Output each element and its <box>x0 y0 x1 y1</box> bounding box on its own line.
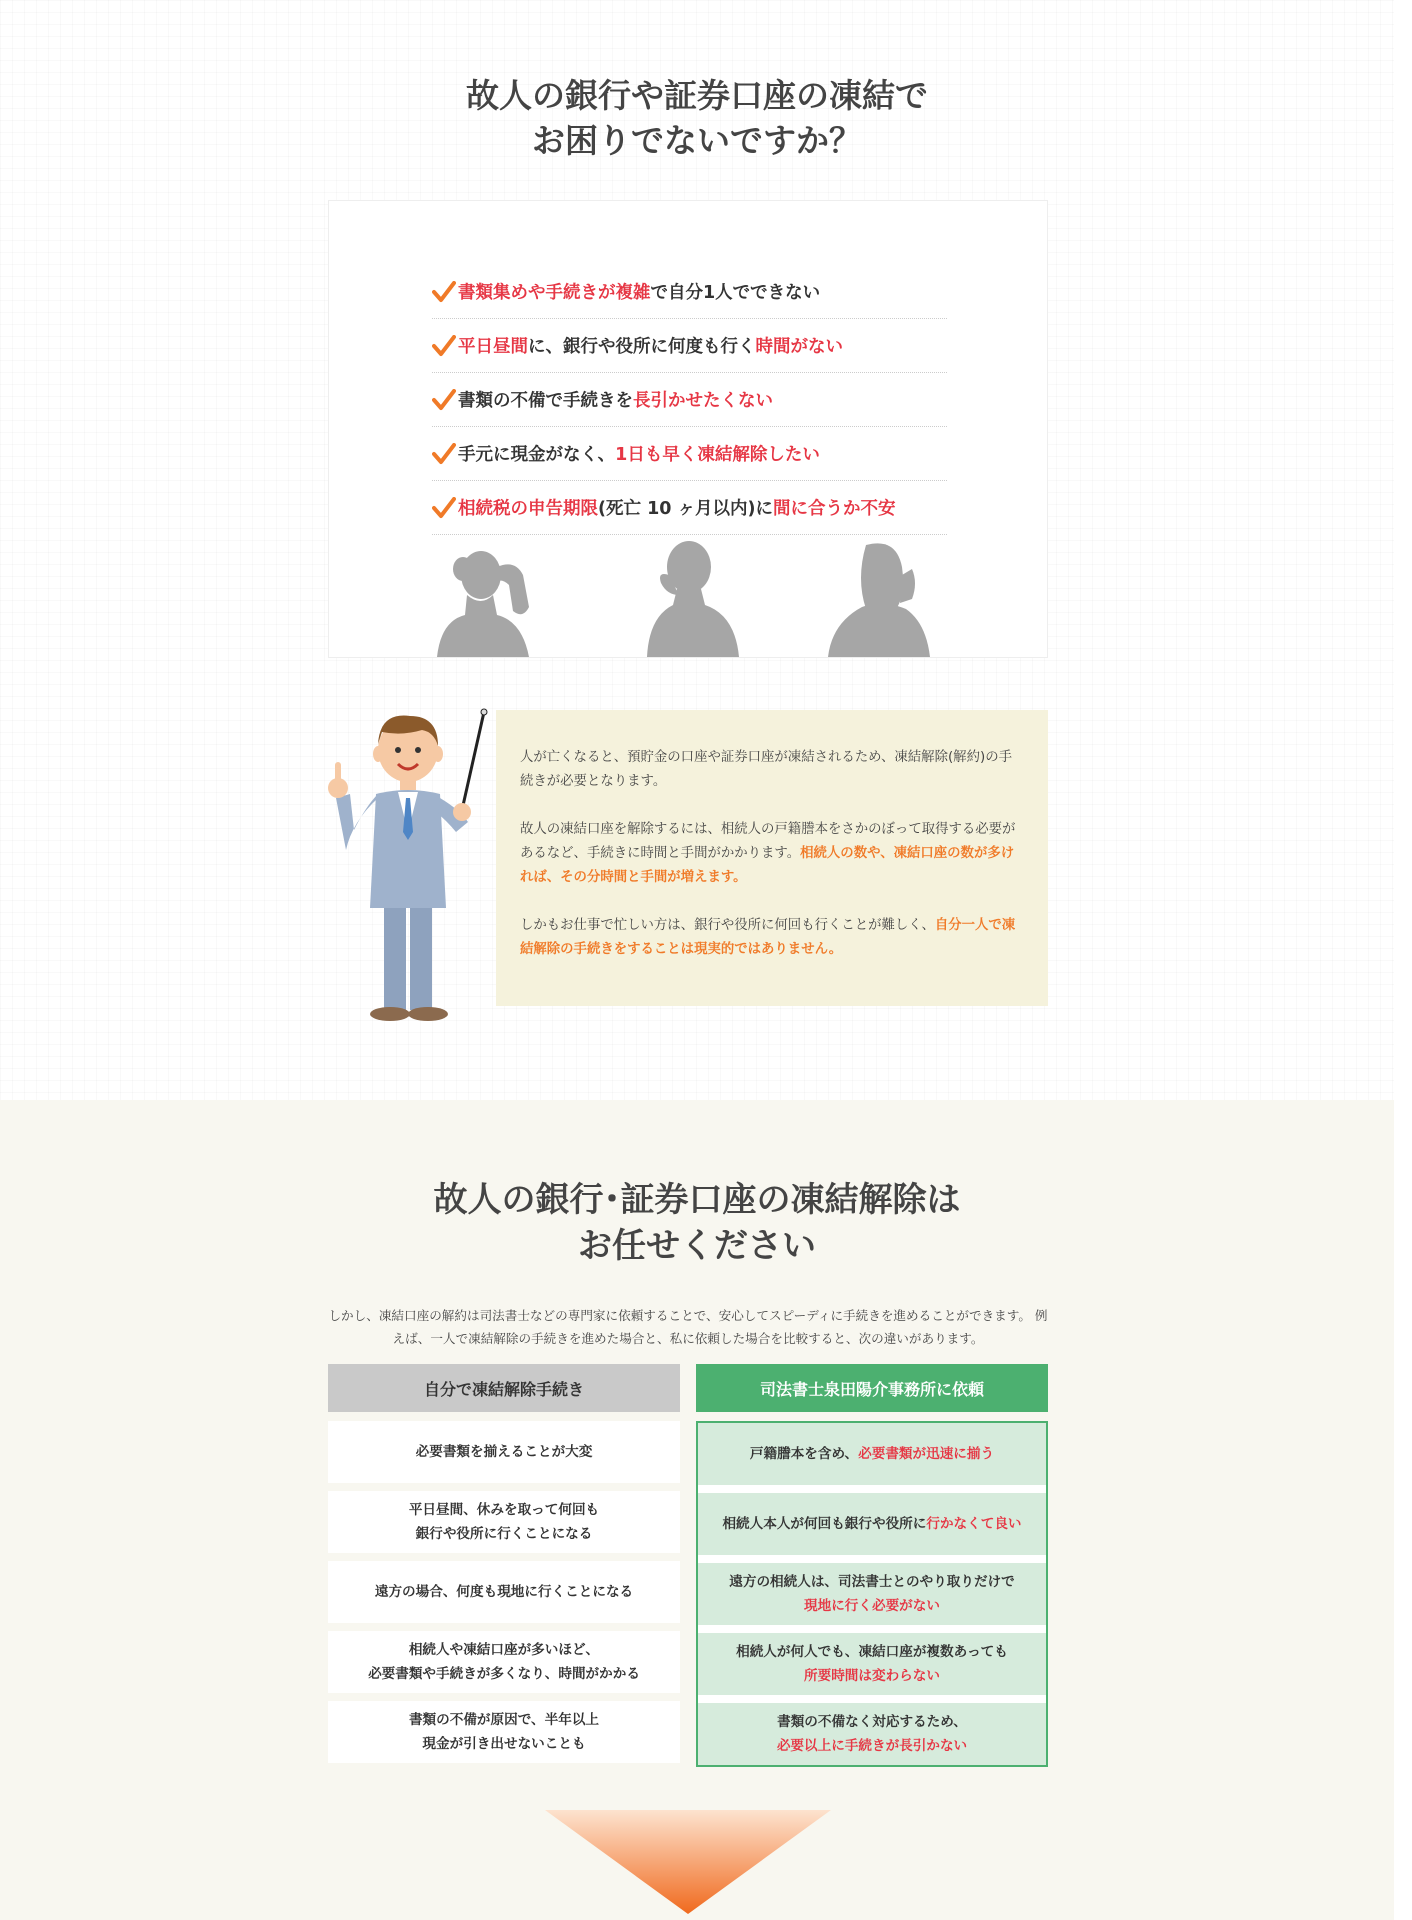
page-right-margin <box>1394 0 1412 1920</box>
self-procedure-column <box>328 1364 680 1771</box>
comparison-item <box>328 1491 680 1553</box>
worry-text <box>458 495 896 520</box>
text-segment: に、銀行や役所に何度も行く <box>528 337 756 357</box>
highlight-text: 必要書類が迅速に揃う <box>858 1446 995 1462</box>
check-icon <box>432 281 456 303</box>
highlight-text: 間に合うか不安 <box>773 499 896 519</box>
comparison-item-line <box>750 1442 994 1466</box>
worry-item <box>432 427 947 481</box>
text-segment: 相続人本人が何回も銀行や役所に <box>722 1516 927 1532</box>
comparison-item <box>698 1703 1046 1765</box>
highlight-text: 現地に行く必要がない <box>804 1598 940 1614</box>
comparison-item <box>328 1561 680 1623</box>
text-segment: 遠方の相続人は、司法書士とのやり取りだけで <box>729 1574 1015 1590</box>
comparison-item-line <box>729 1570 1014 1594</box>
check-icon <box>432 389 456 411</box>
down-arrow-icon <box>545 1810 831 1914</box>
worried-woman-silhouette-icon <box>437 545 547 657</box>
service-title-line-2: お任せください <box>578 1225 816 1266</box>
check-icon <box>432 443 456 465</box>
highlight-text: 行かなくて良い <box>926 1516 1022 1532</box>
worry-item <box>432 373 947 427</box>
comparison-item-line <box>736 1664 1008 1688</box>
explanation-paragraph <box>520 914 1020 962</box>
self-procedure-list <box>328 1421 680 1763</box>
worries-box <box>328 200 1048 658</box>
highlight-text: 長引かせたくない <box>633 391 773 411</box>
worry-text <box>458 333 843 358</box>
text-segment: (死亡 10 ヶ月以内)に <box>598 499 774 519</box>
self-procedure-heading: 自分で凍結解除手続き <box>328 1364 680 1412</box>
text-segment: 相続人や凍結口座が多いほど、 <box>408 1642 600 1658</box>
comparison-item <box>328 1701 680 1763</box>
text-segment: 平日昼間、休みを取って何回も <box>408 1502 600 1518</box>
text-segment: 戸籍謄本を含め、 <box>749 1446 859 1462</box>
comparison-item-line <box>409 1522 599 1546</box>
comparison-item-line <box>722 1512 1021 1536</box>
text-segment: しかもお仕事で忙しい方は、銀行や役所に何回も行くことが難しく、 <box>520 918 935 933</box>
explanation-paragraph <box>520 818 1020 890</box>
comparison-item <box>698 1563 1046 1625</box>
text-segment: 書類の不備が原因で、半年以上 <box>408 1712 600 1728</box>
highlight-text: 所要時間は変わらない <box>804 1668 940 1684</box>
text-segment: 人が亡くなると、預貯金の口座や証券口座が凍結されるため、凍結解除(解約)の手続きが必要となります。 <box>520 750 1012 789</box>
highlight-text: 時間がない <box>755 337 843 357</box>
comparison-item-line <box>368 1638 640 1662</box>
service-title-line-1: 故人の銀行･証券口座の凍結解除は <box>433 1180 961 1220</box>
comparison-item <box>328 1421 680 1483</box>
businessman-pointer-illustration <box>322 702 502 1028</box>
highlight-text: 自分一人で凍結解除の手続きをすることは現実的ではありません。 <box>520 918 1016 957</box>
text-segment: 現金が引き出せないことも <box>422 1736 586 1752</box>
text-segment: 手元に現金がなく、 <box>458 445 616 465</box>
highlight-text: 1日も早く凍結解除したい <box>615 445 820 465</box>
comparison-item-line <box>777 1710 967 1734</box>
comparison-item-line <box>777 1734 967 1758</box>
highlight-text: 平日昼間 <box>458 337 528 357</box>
check-icon <box>432 497 456 519</box>
text-segment: 必要書類を揃えることが大変 <box>415 1444 593 1460</box>
comparison-item <box>698 1423 1046 1485</box>
worry-text <box>458 387 773 412</box>
worries-title <box>0 74 1394 163</box>
worried-man-silhouette-icon <box>639 537 747 657</box>
comparison-item-line <box>368 1662 640 1686</box>
worries-list <box>432 265 947 535</box>
worry-text <box>458 279 820 304</box>
office-request-heading: 司法書士泉田陽介事務所に依頼 <box>696 1364 1048 1412</box>
explanation-box <box>496 710 1048 1006</box>
phone-woman-silhouette-icon <box>826 539 934 657</box>
comparison-item <box>328 1631 680 1693</box>
office-request-list <box>696 1421 1048 1767</box>
highlight-text: 相続税の申告期限 <box>458 499 598 519</box>
comparison-item <box>698 1493 1046 1555</box>
text-segment: 遠方の場合、何度も現地に行くことになる <box>374 1584 634 1600</box>
service-title <box>0 1178 1394 1270</box>
comparison-item-line <box>736 1640 1008 1664</box>
text-segment: 必要書類や手続きが多くなり、時間がかかる <box>368 1666 640 1682</box>
explanation-paragraph <box>520 746 1020 794</box>
comparison-item-line <box>416 1440 593 1464</box>
highlight-text: 相続人の数や、凍結口座の数が多ければ、その分時間と手間が増えます。 <box>520 846 1015 885</box>
comparison-item-line <box>409 1732 599 1756</box>
worries-title-line-1: 故人の銀行や証券口座の凍結で <box>466 76 928 115</box>
worry-text <box>458 441 820 466</box>
text-segment: で自分1人でできない <box>650 283 821 303</box>
worry-item <box>432 319 947 373</box>
text-segment: 書類の不備で手続きを <box>458 391 633 411</box>
worry-item <box>432 481 947 535</box>
worry-item <box>432 265 947 319</box>
highlight-text: 必要以上に手続きが長引かない <box>776 1738 968 1754</box>
comparison-item <box>698 1633 1046 1695</box>
text-segment: 相続人が何人でも、凍結口座が複数あっても <box>736 1644 1008 1660</box>
worries-title-line-2: お困りでないですか？ <box>532 120 862 160</box>
comparison-item-line <box>375 1580 633 1604</box>
text-segment: 銀行や役所に行くことになる <box>415 1526 593 1542</box>
highlight-text: 書類集めや手続きが複雑 <box>458 283 651 303</box>
comparison-item-line <box>409 1498 599 1522</box>
text-segment: 故人の凍結口座を解除するには、相続人の戸籍謄本をさかのぼって取得する必要があるなど、手続きに時間と手間がかかります。 <box>520 822 1016 861</box>
service-intro-text: しかし、凍結口座の解約は司法書士などの専門家に依頼することで、安心してスピーディに手続きを進めることができます。 例えば、一人で凍結解除の手続きを進めた場合と、私に依頼した場合を比較すると、次の違いがあります。 <box>328 1308 1048 1346</box>
office-request-column <box>696 1364 1048 1767</box>
check-icon <box>432 335 456 357</box>
comparison-item-line <box>409 1708 599 1732</box>
comparison-item-line <box>729 1594 1014 1618</box>
text-segment: 書類の不備なく対応するため、 <box>777 1714 967 1730</box>
